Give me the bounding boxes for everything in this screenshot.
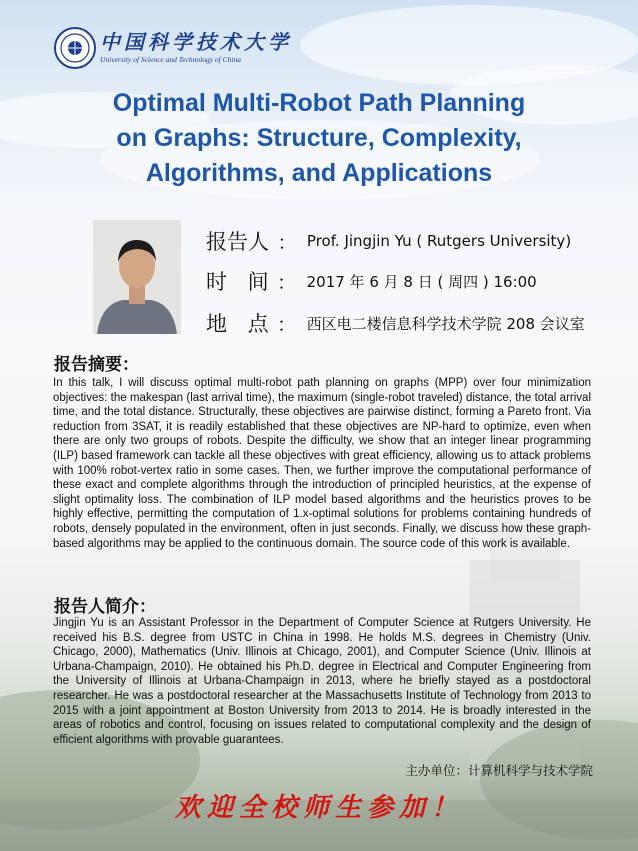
- time-value: 2017 年 6 月 8 日 ( 周四 ) 16:00: [306, 272, 537, 291]
- talk-title: [20, 86, 618, 191]
- welcome-banner: 欢迎全校师生参加！: [174, 793, 463, 823]
- title-line-2: on Graphs: Structure, Complexity,: [116, 124, 522, 152]
- time-separator: ：: [277, 272, 297, 294]
- university-seal-icon: [54, 27, 96, 69]
- speaker-photo: [93, 220, 181, 334]
- place-row: [206, 308, 585, 338]
- speaker-value: Prof. Jingjin Yu ( Rutgers University): [306, 232, 572, 250]
- organizer: 主办单位：计算机科学与技术学院: [405, 763, 593, 778]
- place-value: 西区电二楼信息科学技术学院 208 会议室: [306, 314, 585, 333]
- abstract-text: In this talk, I will discuss optimal multi-robot path planning on graphs (MPP) over four minimization objectives: the makespan (last arrival time), the maximum (single-robot traveled) distance, the total arrival time, and the total distance. Structurally, these objectives are pairwise distinct, forming a Pareto front. Via reduction from 3SAT, it is readily established that these objectives are NP-hard to optimize, even when there are only two groups of robots. Despite the difficulty, we show that an integer linear programming (ILP) based framework can tackle all these objectives with great efficiency, allowing us to attack problems with 100% robot-vertex ratio in some cases. Then, we further improve the computational performance of these exact and complete algorithms through the introduction of principled heuristics, at the expense of slight optimality loss. The combination of ILP model based algorithms and the heuristics proves to be highly effective, permitting the computation of 1.x-optimal solutions for problems containing hundreds of robots, densely populated in the environment, often in just seconds. Finally, we discuss how these graph-based algorithms may be applied to the continuous domain. The source code of this work is available.: [53, 377, 591, 550]
- speaker-label: 报告人: [206, 230, 269, 254]
- place-label: 地 点: [206, 312, 269, 336]
- speaker-row: [206, 226, 571, 256]
- bio-heading: 报告人简介：: [54, 597, 156, 617]
- place-separator: ：: [277, 314, 297, 336]
- title-line-3: Algorithms, and Applications: [145, 159, 493, 187]
- abstract-heading: 报告摘要：: [54, 355, 139, 375]
- time-label: 时 间: [206, 270, 269, 294]
- title-line-1: Optimal Multi-Robot Path Planning: [112, 89, 526, 117]
- bio-text: Jingjin Yu is an Assistant Professor in the Department of Computer Science at Rutgers University. He received his B.S. degree from USTC in China in 1998. He holds M.S. degrees in Chemistry (Univ. Chicago, 2000), Mathematics (Univ. Illinois at Chicago, 2001), and Computer Science (Univ. Illinois at Urbana-Champaign, 2010). He obtained his Ph.D. degree in Electrical and Computer Engineering from the University of Illinois at Urbana-Champaign in 2013, where he briefly stayed as a postdoctoral researcher. He was a postdoctoral researcher at the Massachusetts Institute of Technology from 2013 to 2015 with a joint appointment at Boston University from 2013 to 2014. He is broadly interested in the areas of robotics and control, focusing on issues related to computational complexity and the design of efficient algorithms with provable guarantees.: [53, 617, 591, 746]
- university-name-en: University of Science and Technology of China: [100, 55, 241, 64]
- university-logo: [54, 27, 292, 69]
- speaker-separator: ：: [277, 232, 297, 254]
- university-name-cn: 中国科学技术大学: [100, 30, 292, 54]
- time-row: [206, 266, 537, 296]
